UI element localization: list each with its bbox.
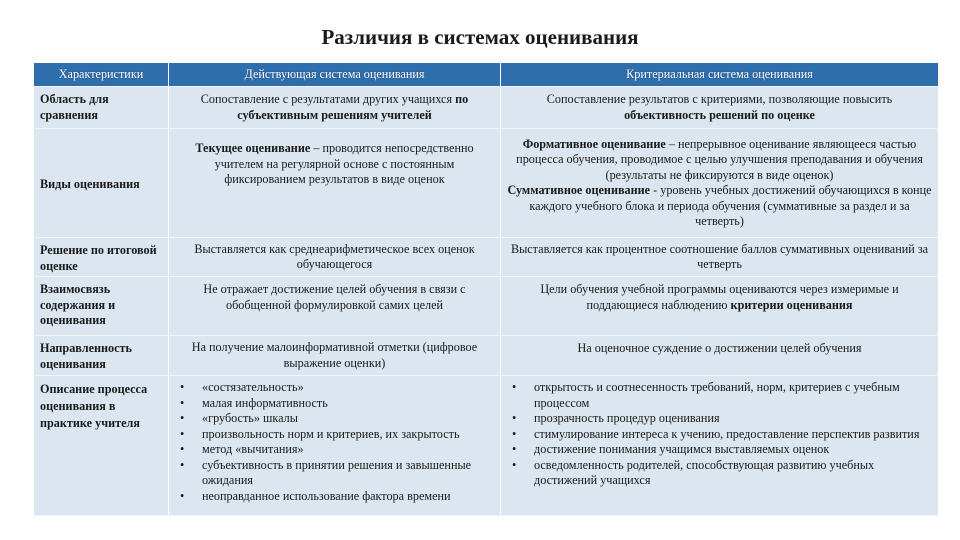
current-cell: Сопоставление с результатами других учащихся по субъективным решениям учителей — [169, 87, 501, 129]
table-row — [34, 376, 939, 516]
current-cell: На получение малоинформативной отметки (цифровое выражение оценки) — [169, 336, 501, 376]
table-header-row — [34, 63, 939, 87]
current-cell: Текущее оценивание – проводится непосредственно учителем на регулярной основе с постоянным фиксированием результатов в виде оценок — [169, 129, 501, 238]
list-item: • осведомленность родителей, способствующая развитию учебных достижений учащихся — [507, 458, 932, 489]
table-row — [34, 129, 939, 238]
current-cell: Выставляется как среднеарифметическое всех оценок обучающегося — [169, 238, 501, 277]
current-bullet-list — [175, 380, 494, 504]
criterial-cell: Выставляется как процентное соотношение баллов суммативных оцениваний за четверть — [501, 238, 939, 277]
row-label: Описание процесса оценивания в практике учителя — [34, 376, 169, 516]
table-row — [34, 336, 939, 376]
table-row — [34, 277, 939, 336]
list-item: • стимулирование интереса к учению, предоставление перспектив развития — [507, 427, 932, 443]
current-cell: Не отражает достижение целей обучения в связи с обобщенной формулировкой самих целей — [169, 277, 501, 336]
list-item: • неоправданное использование фактора времени — [175, 489, 494, 505]
list-item: • субъективность в принятии решения и завышенные ожидания — [175, 458, 494, 489]
list-item: • метод «вычитания» — [175, 442, 494, 458]
list-item: • малая информативность — [175, 396, 494, 412]
criterial-cell: Формативное оценивание – непрерывное оценивание являющееся частью процесса обучения, проводимое с целью улучшения преподавания и обучения (результаты не фиксируются в виде оценок) Суммативное оценивание - уровень учебных достижений обучающихся в конце каждого учебного блока и периода обучения (суммативные за раздел и за четверть) — [501, 129, 939, 238]
header-characteristics: Характеристики — [34, 63, 169, 87]
page-title: Различия в системах оценивания — [321, 25, 639, 49]
row-label: Направленность оценивания — [34, 336, 169, 376]
table-row — [34, 87, 939, 129]
header-criterial-system: Критериальная система оценивания — [501, 63, 939, 87]
row-label: Виды оценивания — [34, 129, 169, 238]
header-current-system: Действующая система оценивания — [169, 63, 501, 87]
criterial-cell — [501, 376, 939, 516]
list-item: • прозрачность процедур оценивания — [507, 411, 932, 427]
criterial-cell: На оценочное суждение о достижении целей обучения — [501, 336, 939, 376]
criterial-cell: Сопоставление результатов с критериями, позволяющие повысить объективность решений по оценке — [501, 87, 939, 129]
row-label: Область для сравнения — [34, 87, 169, 129]
list-item: • достижение понимания учащимся выставляемых оценок — [507, 442, 932, 458]
criterial-cell: Цели обучения учебной программы оцениваются через измеримые и поддающиеся наблюдению критерии оценивания — [501, 277, 939, 336]
current-cell — [169, 376, 501, 516]
criterial-bullet-list — [507, 380, 932, 489]
list-item: • произвольность норм и критериев, их закрытость — [175, 427, 494, 443]
comparison-table — [33, 62, 939, 516]
list-item: • «состязательность» — [175, 380, 494, 396]
row-label: Взаимосвязь содержания и оценивания — [34, 277, 169, 336]
list-item: • открытость и соотнесенность требований, норм, критериев с учебным процессом — [507, 380, 932, 411]
table-row — [34, 238, 939, 277]
row-label: Решение по итоговой оценке — [34, 238, 169, 277]
list-item: • «грубость» шкалы — [175, 411, 494, 427]
